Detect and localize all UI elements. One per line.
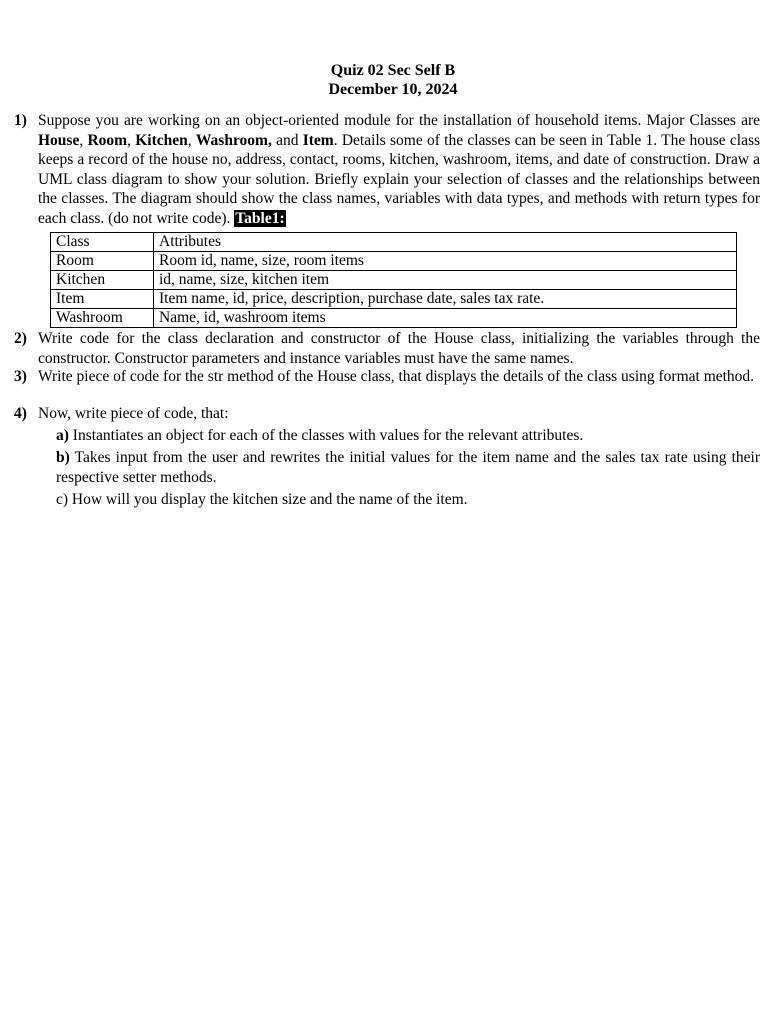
table-header-cell: Class	[51, 233, 154, 252]
question-text: Write code for the class declaration and constructor of the House class, initializing the variables through the constructor. Constructor parameters and instance variables must have the same names.	[38, 330, 760, 367]
table-cell: Name, id, washroom items	[154, 309, 737, 328]
class-name-washroom: Washroom,	[195, 131, 272, 149]
question-number: 1)	[14, 112, 27, 129]
sub-text: How will you display the kitchen size and the name of the item.	[68, 491, 468, 508]
text-segment: ,	[187, 131, 196, 149]
question-text: Write piece of code for the str method of the House class, that displays the details of the class using format method.	[38, 368, 755, 385]
quiz-date: December 10, 2024	[328, 81, 458, 98]
text-segment: . Details some of the classes can be seen in Table 1. The house class keeps a record of the house no, address, contact, rooms, kitchen, washroom, items, and date of construction. Draw a UML class diagram to show your solution. Briefly explain your selection of classes and the relationships between the classes. The diagram should show the class names, variables with data types, and methods with return types for each class. (do not write code).	[38, 131, 761, 227]
class-name-item: Item	[302, 131, 334, 149]
table-row	[51, 290, 737, 309]
question-3	[14, 367, 760, 387]
table-cell: Room id, name, size, room items	[154, 252, 737, 271]
quiz-title: Quiz 02 Sec Self B	[330, 62, 456, 79]
question-4	[14, 404, 760, 513]
table-header-cell: Attributes	[154, 233, 737, 252]
table-cell: id, name, size, kitchen item	[154, 271, 737, 290]
table-row	[51, 252, 737, 271]
sub-question-a	[56, 426, 760, 446]
question-2	[14, 329, 760, 368]
quiz-header	[0, 61, 768, 99]
question-number: 4)	[14, 405, 27, 422]
text-segment: ,	[127, 131, 136, 149]
class-name-house: House	[38, 131, 80, 149]
sub-label: c)	[56, 491, 69, 508]
table-row	[51, 309, 737, 328]
class-attributes-table	[50, 232, 737, 328]
question-text	[38, 404, 760, 510]
table-cell: Room	[51, 252, 154, 271]
sub-question-b	[56, 448, 760, 487]
table-cell: Kitchen	[51, 271, 154, 290]
question-text	[38, 111, 760, 228]
question-1	[14, 111, 760, 228]
text-segment: Suppose you are working on an object-oriented module for the installation of household items. Major Classes are	[38, 112, 760, 129]
class-name-room: Room	[87, 131, 128, 149]
table-row	[51, 271, 737, 290]
table-cell: Washroom	[51, 309, 154, 328]
sub-question-c	[56, 490, 760, 510]
sub-text: Takes input from the user and rewrites the initial values for the item name and the sales tax rate using their respective setter methods.	[56, 449, 760, 486]
table-cell: Item name, id, price, description, purchase date, sales tax rate.	[154, 290, 737, 309]
question-number: 3)	[14, 368, 27, 385]
sub-questions	[56, 426, 760, 510]
table-tag: Table1:	[235, 209, 285, 227]
sub-text: Instantiates an object for each of the classes with values for the relevant attributes.	[68, 426, 584, 444]
question-number: 2)	[14, 330, 27, 347]
sub-label: b)	[56, 449, 70, 466]
table-cell: Item	[51, 290, 154, 309]
table-header-row	[51, 233, 737, 252]
question-intro: Now, write piece of code, that:	[38, 405, 229, 422]
sub-label: a)	[56, 426, 69, 444]
text-segment: and	[271, 131, 303, 149]
class-name-kitchen: Kitchen	[135, 131, 188, 149]
text-segment: ,	[79, 131, 88, 149]
